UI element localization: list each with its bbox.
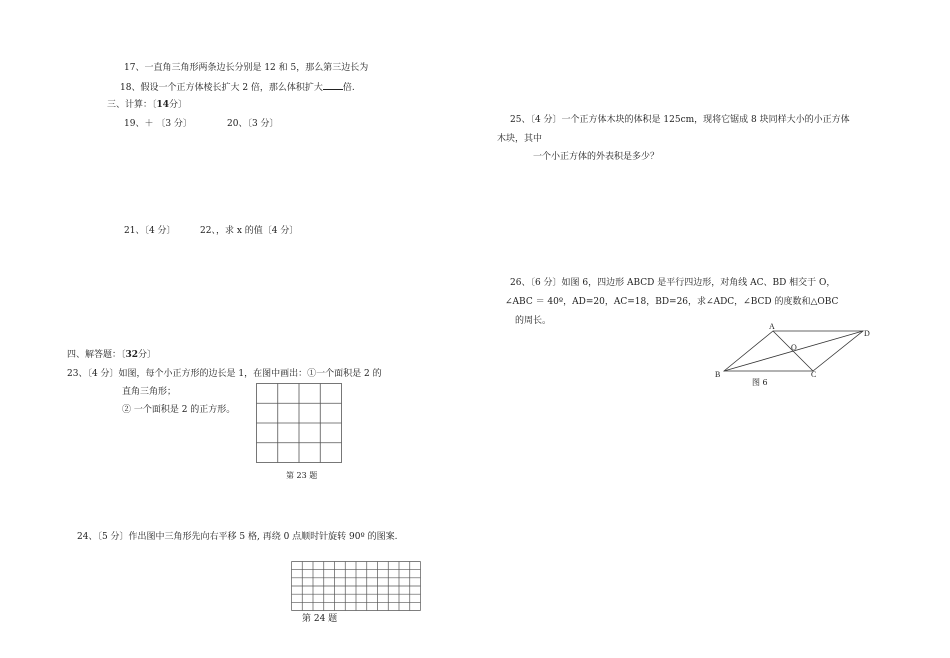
question-17: 17、一直角三角形两条边长分别是 12 和 5，那么第三边长为	[124, 63, 369, 73]
figure-23-caption: 第 23 题	[286, 471, 318, 480]
question-22: 22、，求 x 的值〔4 分〕	[200, 226, 299, 236]
vertex-label-d: D	[864, 329, 870, 338]
question-18	[120, 80, 355, 94]
figure-24-grid[interactable]	[291, 561, 421, 611]
section-4-heading	[67, 349, 156, 361]
question-25-line-3: 一个小正方体的外表积是多少？	[533, 152, 660, 162]
section-4-suffix: 分〕	[138, 350, 157, 360]
figure-6-caption: 图 6	[752, 378, 768, 387]
vertex-label-c: C	[811, 370, 817, 379]
question-23-line-1: 23、〔4 分〕如图，每个小正方形的边长是 1，在图中画出：①一个面积是 2 的	[67, 369, 382, 379]
question-24: 24、〔5 分〕作出图中三角形先向右平移 5 格, 再绕 0 点顺时针旋转 90º 的图案.	[77, 532, 398, 542]
figure-6-parallelogram	[712, 322, 872, 382]
question-20: 20、〔3 分〕	[227, 119, 279, 129]
question-18-tail: 倍.	[342, 83, 355, 93]
question-21: 21、〔4 分〕	[124, 226, 176, 236]
section-3-heading	[107, 99, 187, 111]
question-25-line-2: 木块，其中	[497, 134, 543, 144]
question-18-blank[interactable]	[323, 80, 343, 90]
question-26-line-1: 26、〔6 分〕如图 6，四边形 ABCD 是平行四边形，对角线 AC、BD 相交于 O，	[510, 278, 836, 288]
question-23-line-3: ② 一个面积是 2 的正方形。	[122, 405, 236, 415]
question-26-line-2: ∠ABC ＝ 40º，AD=20，AC=18，BD=26，求∠ADC，∠BCD 的度数和△OBC	[505, 297, 839, 307]
section-3-score: 14	[156, 100, 170, 110]
question-26-line-3: 的周长。	[515, 316, 552, 326]
figure-24-caption: 第 24 题	[302, 614, 338, 624]
section-4-title: 四、解答题：〔	[67, 350, 126, 360]
vertex-label-a: A	[769, 322, 775, 331]
question-23-line-2: 直角三角形；	[122, 387, 177, 397]
center-label-o: O	[791, 343, 797, 352]
vertex-label-b: B	[715, 370, 721, 379]
section-3-title: 三、计算：〔	[107, 100, 157, 110]
question-19: 19、＋ 〔3 分〕	[124, 119, 192, 129]
question-25-line-1: 25、〔4 分〕一个正方体木块的体积是 125cm，现将它锯成 8 块同样大小的小正方体	[510, 115, 850, 125]
section-4-score: 32	[125, 350, 139, 360]
question-18-text: 18、假设一个正方体棱长扩大 2 倍，那么体积扩大	[120, 83, 323, 93]
figure-23-grid[interactable]	[256, 383, 342, 463]
section-3-suffix: 分〕	[169, 100, 188, 110]
